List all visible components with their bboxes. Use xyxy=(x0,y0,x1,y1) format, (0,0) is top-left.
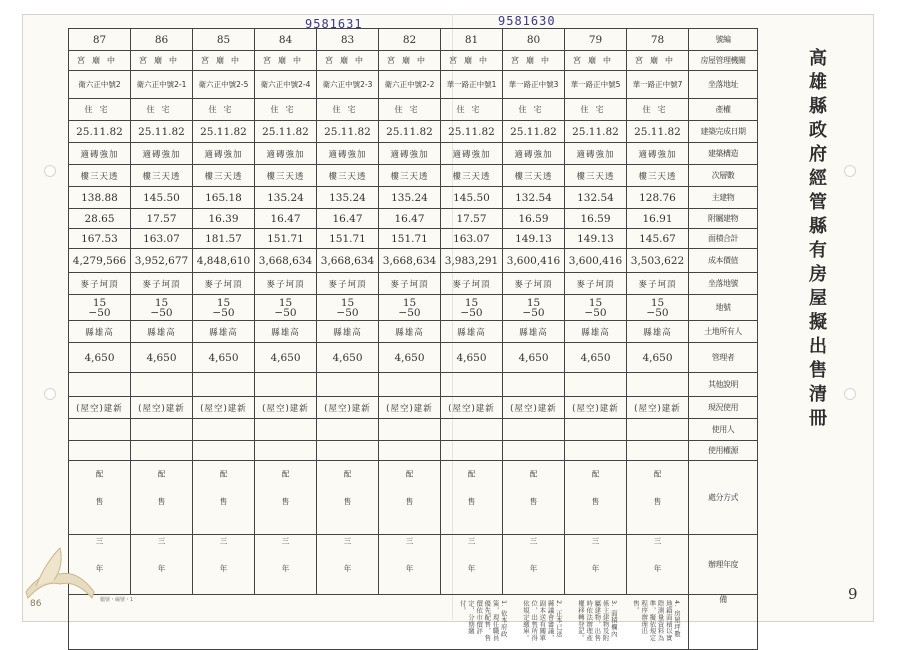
row-header: 現況使用 xyxy=(689,397,758,419)
cell-status: (屋空)建新 xyxy=(193,397,255,419)
cell-right xyxy=(379,441,441,461)
cell-org: 宮廟中 xyxy=(255,51,317,71)
form-footnote: 屬號・編號・1 xyxy=(100,597,134,603)
cell-addr: 衛六正中號2-3 xyxy=(317,71,379,99)
cell-method: 配售 xyxy=(255,461,317,535)
cell-right xyxy=(317,441,379,461)
cell-floors: 樓三天透 xyxy=(441,165,503,187)
row-header: 管理者 xyxy=(689,343,758,373)
cell-year: 三年 xyxy=(317,535,379,595)
cell-land: 4,650 xyxy=(131,343,193,373)
cell-date: 25.11.82 xyxy=(193,121,255,143)
cell-attached: 17.57 xyxy=(441,209,503,229)
row-header: 建築構造 xyxy=(689,143,758,165)
cell-total: 145.67 xyxy=(627,229,689,249)
cell-no: 83 xyxy=(317,29,379,51)
cell-user xyxy=(565,419,627,441)
note-item: 1. 依本府政策，現任職員優先配售，售價依市價評定，分期繳付。 xyxy=(458,600,508,642)
cell-use: 住宅 xyxy=(565,99,627,121)
cell-no: 87 xyxy=(69,29,131,51)
cell-org: 宮廟中 xyxy=(441,51,503,71)
cell-total: 163.07 xyxy=(131,229,193,249)
table-row xyxy=(69,273,758,295)
row-header: 號編 xyxy=(689,29,758,51)
cell-addr: 華一路正中號5 xyxy=(565,71,627,99)
table-row xyxy=(69,209,758,229)
cell-floors: 樓三天透 xyxy=(627,165,689,187)
page-number: 9 xyxy=(848,585,858,603)
cell-owner: 縣雄高 xyxy=(193,321,255,343)
cell-user xyxy=(441,419,503,441)
cell-year: 三年 xyxy=(627,535,689,595)
document-title: 高雄縣政府經管縣有房屋擬出售清冊 xyxy=(806,48,827,432)
table-row xyxy=(69,419,758,441)
cell-struct: 適磚強加 xyxy=(627,143,689,165)
cell-use: 住宅 xyxy=(503,99,565,121)
cell-lotno: 15 −50 xyxy=(69,295,131,321)
cell-struct: 適磚強加 xyxy=(565,143,627,165)
cell-method: 配售 xyxy=(503,461,565,535)
cell-status: (屋空)建新 xyxy=(379,397,441,419)
cell-struct: 適磚強加 xyxy=(255,143,317,165)
cell-land: 4,650 xyxy=(193,343,255,373)
cell-extra xyxy=(565,373,627,397)
cell-right xyxy=(193,441,255,461)
cell-right xyxy=(503,441,565,461)
row-header: 次層數 xyxy=(689,165,758,187)
cell-date: 25.11.82 xyxy=(441,121,503,143)
cell-extra xyxy=(379,373,441,397)
cell-total: 151.71 xyxy=(379,229,441,249)
note-item: 4. 房屋坪數地籍面積以實際測量資料為準，擬依規定程序辦理出售。 xyxy=(631,600,681,642)
cell-method: 配售 xyxy=(565,461,627,535)
cell-land: 4,650 xyxy=(441,343,503,373)
cell-floors: 樓三天透 xyxy=(503,165,565,187)
cell-total: 181.57 xyxy=(193,229,255,249)
cell-lotno: 15 −50 xyxy=(503,295,565,321)
cell-right xyxy=(441,441,503,461)
table-row xyxy=(69,51,758,71)
cell-land: 4,650 xyxy=(565,343,627,373)
cell-use: 住宅 xyxy=(193,99,255,121)
cell-struct: 適磚強加 xyxy=(69,143,131,165)
row-header: 處分方式 xyxy=(689,461,758,535)
cell-status: (屋空)建新 xyxy=(255,397,317,419)
cell-lot: 麥子坷頂 xyxy=(565,273,627,295)
punch-hole xyxy=(844,165,856,177)
cell-use: 住宅 xyxy=(627,99,689,121)
cell-status: (屋空)建新 xyxy=(503,397,565,419)
cell-addr: 衛六正中號2 xyxy=(69,71,131,99)
cell-year: 三年 xyxy=(441,535,503,595)
row-header: 其他說明 xyxy=(689,373,758,397)
cell-org: 宮廟中 xyxy=(379,51,441,71)
cell-right xyxy=(627,441,689,461)
cell-org: 宮廟中 xyxy=(69,51,131,71)
cell-org: 宮廟中 xyxy=(565,51,627,71)
cell-use: 住宅 xyxy=(255,99,317,121)
cell-land: 4,650 xyxy=(317,343,379,373)
cell-user xyxy=(317,419,379,441)
cell-lotno: 15 −50 xyxy=(441,295,503,321)
cell-total: 151.71 xyxy=(317,229,379,249)
cell-user xyxy=(503,419,565,441)
cell-total: 167.53 xyxy=(69,229,131,249)
cell-year: 三年 xyxy=(131,535,193,595)
table-row xyxy=(69,165,758,187)
cell-attached: 16.47 xyxy=(379,209,441,229)
cell-attached: 16.91 xyxy=(627,209,689,229)
cell-lot: 麥子坷頂 xyxy=(441,273,503,295)
cell-year: 三年 xyxy=(379,535,441,595)
cell-extra xyxy=(503,373,565,397)
cell-land: 4,650 xyxy=(503,343,565,373)
cell-method: 配售 xyxy=(69,461,131,535)
cell-main: 145.50 xyxy=(441,187,503,209)
cell-total: 149.13 xyxy=(565,229,627,249)
cell-right xyxy=(131,441,193,461)
table-row xyxy=(69,461,758,535)
cell-cost: 3,668,634 xyxy=(317,249,379,273)
cell-year: 三年 xyxy=(565,535,627,595)
table-row xyxy=(69,143,758,165)
cell-main: 135.24 xyxy=(317,187,379,209)
row-header: 成本價值 xyxy=(689,249,758,273)
cell-right xyxy=(69,441,131,461)
cell-method: 配售 xyxy=(441,461,503,535)
cell-status: (屋空)建新 xyxy=(565,397,627,419)
cell-lot: 麥子坷頂 xyxy=(131,273,193,295)
cell-date: 25.11.82 xyxy=(379,121,441,143)
cell-main: 132.54 xyxy=(503,187,565,209)
cell-extra xyxy=(193,373,255,397)
cell-lot: 麥子坷頂 xyxy=(627,273,689,295)
cell-status: (屋空)建新 xyxy=(317,397,379,419)
cell-main: 138.88 xyxy=(69,187,131,209)
punch-hole xyxy=(44,165,56,177)
cell-main: 145.50 xyxy=(131,187,193,209)
cell-status: (屋空)建新 xyxy=(69,397,131,419)
cell-lotno: 15 −50 xyxy=(131,295,193,321)
cell-right xyxy=(255,441,317,461)
cell-floors: 樓三天透 xyxy=(69,165,131,187)
cell-struct: 適磚強加 xyxy=(503,143,565,165)
cell-extra xyxy=(69,373,131,397)
cell-land: 4,650 xyxy=(255,343,317,373)
cell-date: 25.11.82 xyxy=(131,121,193,143)
cell-org: 宮廟中 xyxy=(317,51,379,71)
cell-lotno: 15 −50 xyxy=(317,295,379,321)
cell-struct: 適磚強加 xyxy=(193,143,255,165)
row-header: 備 xyxy=(689,595,758,650)
table-row xyxy=(69,71,758,99)
cell-status: (屋空)建新 xyxy=(131,397,193,419)
cell-floors: 樓三天透 xyxy=(565,165,627,187)
cell-extra xyxy=(627,373,689,397)
cell-date: 25.11.82 xyxy=(69,121,131,143)
cell-total: 163.07 xyxy=(441,229,503,249)
cell-owner: 縣雄高 xyxy=(441,321,503,343)
cell-lotno: 15 −50 xyxy=(627,295,689,321)
cell-main: 135.24 xyxy=(255,187,317,209)
punch-hole xyxy=(844,388,856,400)
cell-org: 宮廟中 xyxy=(627,51,689,71)
cell-floors: 樓三天透 xyxy=(131,165,193,187)
cell-cost: 4,279,566 xyxy=(69,249,131,273)
cell-year: 三年 xyxy=(193,535,255,595)
cell-lot: 麥子坷頂 xyxy=(69,273,131,295)
property-sale-table xyxy=(68,28,758,650)
cell-main: 165.18 xyxy=(193,187,255,209)
table-row xyxy=(69,321,758,343)
table-row xyxy=(69,595,758,650)
cell-addr: 衛六正中號2-4 xyxy=(255,71,317,99)
cell-right xyxy=(565,441,627,461)
table-row xyxy=(69,29,758,51)
cell-extra xyxy=(131,373,193,397)
cell-use: 住宅 xyxy=(441,99,503,121)
cell-floors: 樓三天透 xyxy=(193,165,255,187)
cell-owner: 縣雄高 xyxy=(503,321,565,343)
cell-org: 宮廟中 xyxy=(193,51,255,71)
cell-cost: 4,848,610 xyxy=(193,249,255,273)
cell-lot: 麥子坷頂 xyxy=(503,273,565,295)
cell-cost: 3,668,634 xyxy=(255,249,317,273)
cell-addr: 華一路正中號7 xyxy=(627,71,689,99)
table-row xyxy=(69,373,758,397)
cell-owner: 縣雄高 xyxy=(627,321,689,343)
cell-attached: 16.59 xyxy=(565,209,627,229)
cell-lotno: 15 −50 xyxy=(379,295,441,321)
archive-stamp-left: 9581631 xyxy=(305,17,363,31)
cell-struct: 適磚強加 xyxy=(441,143,503,165)
cell-user xyxy=(131,419,193,441)
cell-method: 配售 xyxy=(627,461,689,535)
cell-user xyxy=(193,419,255,441)
cell-no: 81 xyxy=(441,29,503,51)
cell-no: 78 xyxy=(627,29,689,51)
cell-use: 住宅 xyxy=(131,99,193,121)
cell-addr: 華一路正中號3 xyxy=(503,71,565,99)
cell-attached: 28.65 xyxy=(69,209,131,229)
cell-total: 151.71 xyxy=(255,229,317,249)
cell-cost: 3,600,416 xyxy=(503,249,565,273)
cell-attached: 16.47 xyxy=(255,209,317,229)
cell-lotno: 15 −50 xyxy=(565,295,627,321)
logo-number: 86 xyxy=(30,599,42,609)
row-header: 使用人 xyxy=(689,419,758,441)
cell-date: 25.11.82 xyxy=(565,121,627,143)
archive-stamp-right: 9581630 xyxy=(498,14,556,28)
cell-land: 4,650 xyxy=(627,343,689,373)
cell-no: 86 xyxy=(131,29,193,51)
cell-user xyxy=(255,419,317,441)
table-row xyxy=(69,99,758,121)
cell-attached: 16.39 xyxy=(193,209,255,229)
cell-extra xyxy=(317,373,379,397)
cell-status: (屋空)建新 xyxy=(441,397,503,419)
cell-cost: 3,668,634 xyxy=(379,249,441,273)
cell-floors: 樓三天透 xyxy=(379,165,441,187)
row-header: 土地所有人 xyxy=(689,321,758,343)
cell-year: 三年 xyxy=(69,535,131,595)
cell-extra xyxy=(441,373,503,397)
row-header: 坐落地號 xyxy=(689,273,758,295)
cell-date: 25.11.82 xyxy=(255,121,317,143)
cell-lotno: 15 −50 xyxy=(193,295,255,321)
cell-struct: 適磚強加 xyxy=(317,143,379,165)
table-row xyxy=(69,121,758,143)
cell-date: 25.11.82 xyxy=(503,121,565,143)
cell-org: 宮廟中 xyxy=(503,51,565,71)
cell-floors: 樓三天透 xyxy=(317,165,379,187)
row-header: 附屬建物 xyxy=(689,209,758,229)
cell-owner: 縣雄高 xyxy=(379,321,441,343)
note-item: 3. 面積欄內係主建物及附屬建物，出售時依法辦理產權移轉登記。 xyxy=(576,600,618,642)
cell-cost: 3,600,416 xyxy=(565,249,627,273)
cell-struct: 適磚強加 xyxy=(379,143,441,165)
cell-owner: 縣雄高 xyxy=(131,321,193,343)
cell-method: 配售 xyxy=(317,461,379,535)
cell-method: 配售 xyxy=(131,461,193,535)
cell-main: 128.76 xyxy=(627,187,689,209)
note-item: 2. 正本已送縣議會審議，副本送有關單位，出售所得依規定繳庫。 xyxy=(521,600,563,642)
cell-method: 配售 xyxy=(379,461,441,535)
table-row xyxy=(69,441,758,461)
cell-year: 三年 xyxy=(503,535,565,595)
cell-attached: 16.47 xyxy=(317,209,379,229)
cell-cost: 3,983,291 xyxy=(441,249,503,273)
table-row xyxy=(69,295,758,321)
cell-addr: 衛六正中號2-1 xyxy=(131,71,193,99)
cell-owner: 縣雄高 xyxy=(565,321,627,343)
cell-no: 82 xyxy=(379,29,441,51)
cell-no: 84 xyxy=(255,29,317,51)
cell-use: 住宅 xyxy=(317,99,379,121)
punch-hole xyxy=(44,388,56,400)
cell-date: 25.11.82 xyxy=(317,121,379,143)
cell-floors: 樓三天透 xyxy=(255,165,317,187)
row-header: 地號 xyxy=(689,295,758,321)
cell-year: 三年 xyxy=(255,535,317,595)
row-header: 面積合計 xyxy=(689,229,758,249)
cell-use: 住宅 xyxy=(379,99,441,121)
cell-status: (屋空)建新 xyxy=(627,397,689,419)
cell-land: 4,650 xyxy=(379,343,441,373)
cell-total: 149.13 xyxy=(503,229,565,249)
cell-main: 132.54 xyxy=(565,187,627,209)
cell-lot: 麥子坷頂 xyxy=(379,273,441,295)
cell-attached: 16.59 xyxy=(503,209,565,229)
row-header: 主建物 xyxy=(689,187,758,209)
cell-cost: 3,952,677 xyxy=(131,249,193,273)
cell-lot: 麥子坷頂 xyxy=(193,273,255,295)
row-header: 建築完成日期 xyxy=(689,121,758,143)
cell-user xyxy=(627,419,689,441)
cell-cost: 3,503,622 xyxy=(627,249,689,273)
cell-attached: 17.57 xyxy=(131,209,193,229)
cell-date: 25.11.82 xyxy=(627,121,689,143)
cell-addr: 衛六正中號2-2 xyxy=(379,71,441,99)
cell-lot: 麥子坷頂 xyxy=(255,273,317,295)
table-row xyxy=(69,397,758,419)
cell-owner: 縣雄高 xyxy=(255,321,317,343)
table-row xyxy=(69,535,758,595)
cell-struct: 適磚強加 xyxy=(131,143,193,165)
cell-owner: 縣雄高 xyxy=(317,321,379,343)
cell-no: 80 xyxy=(503,29,565,51)
cell-org: 宮廟中 xyxy=(131,51,193,71)
cell-addr: 衛六正中號2-5 xyxy=(193,71,255,99)
cell-lotno: 15 −50 xyxy=(255,295,317,321)
cell-user xyxy=(69,419,131,441)
row-header: 產權 xyxy=(689,99,758,121)
cell-no: 79 xyxy=(565,29,627,51)
cell-owner: 縣雄高 xyxy=(69,321,131,343)
cell-land: 4,650 xyxy=(69,343,131,373)
notes-cell xyxy=(69,595,689,650)
row-header: 辦理年度 xyxy=(689,535,758,595)
row-header: 坐落地址 xyxy=(689,71,758,99)
cell-method: 配售 xyxy=(193,461,255,535)
table-row xyxy=(69,343,758,373)
cell-extra xyxy=(255,373,317,397)
cell-no: 85 xyxy=(193,29,255,51)
cell-user xyxy=(379,419,441,441)
cell-addr: 華一路正中號1 xyxy=(441,71,503,99)
table-row xyxy=(69,249,758,273)
table-row xyxy=(69,229,758,249)
row-header: 使用權源 xyxy=(689,441,758,461)
row-header: 房屋管理機關 xyxy=(689,51,758,71)
cell-main: 135.24 xyxy=(379,187,441,209)
library-logo xyxy=(20,540,100,610)
cell-lot: 麥子坷頂 xyxy=(317,273,379,295)
table-row xyxy=(69,187,758,209)
cell-use: 住宅 xyxy=(69,99,131,121)
